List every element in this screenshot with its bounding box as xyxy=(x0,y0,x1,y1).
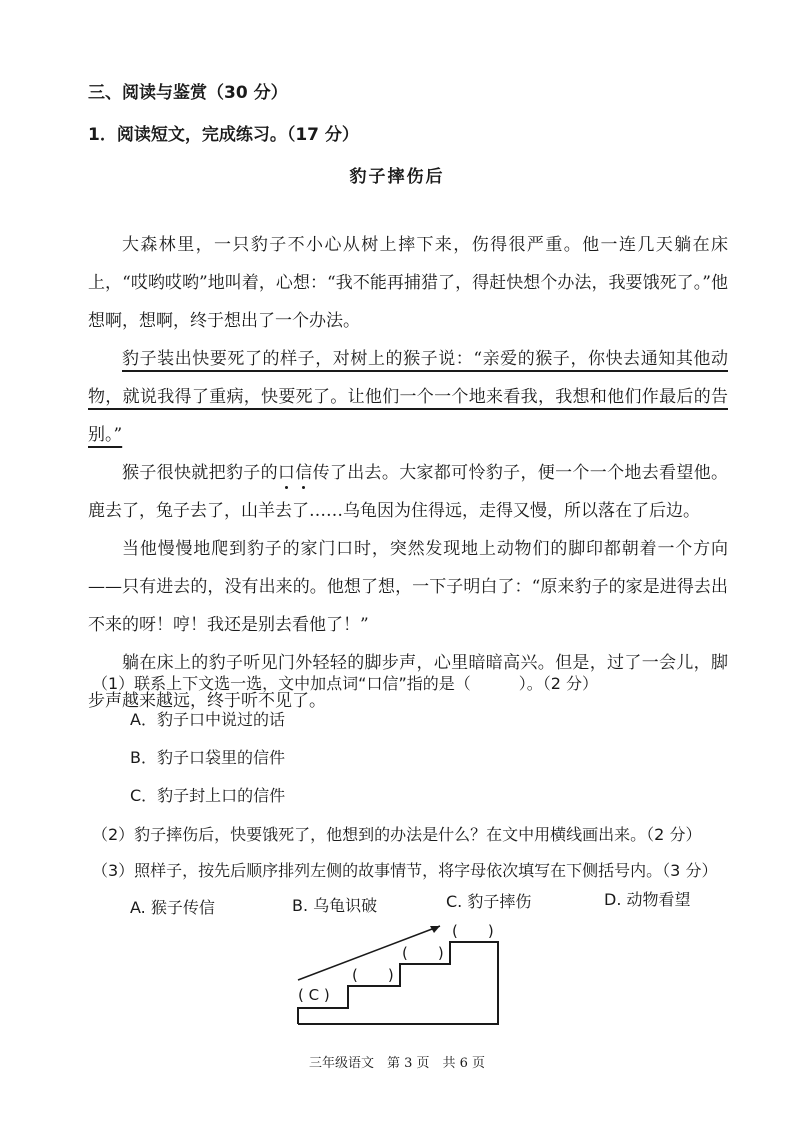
story-title: 豹子摔伤后 xyxy=(349,167,445,187)
p3-text-after: 传了出去。大家都可怜豹子，便一个一个地去看望他。鹿去了，兔子去了，山羊去了……乌龟因为住得远，走得又慢，所以落在了后边。 xyxy=(88,463,729,521)
sub-question-1: （1）联系上下文选一选，文中加点词“口信”指的是（ ）。（2 分） xyxy=(92,674,599,693)
sub-question-3: （3）照样子，按先后顺序排列左侧的故事情节，将字母依次填写在下侧括号内。（3 分） xyxy=(92,861,718,880)
p3-text-before: 猴子很快就把豹子的 xyxy=(122,463,278,483)
stair-box-2: ( ) xyxy=(352,966,394,984)
option-a: A．豹子口中说过的话 xyxy=(130,710,285,729)
option-c: C．豹子封上口的信件 xyxy=(130,786,286,805)
story-paragraph-3 xyxy=(88,454,728,530)
stair-box-1: ( C ) xyxy=(298,986,330,1004)
story-paragraph-1: 大森林里，一只豹子不小心从树上摔下来，伤得很严重。他一连几天躺在床上，“哎哟哎哟”地叫着，心想：“我不能再捕猎了，得赶快想个办法，我要饿死了。”他想啊，想啊，终于想出了一个办法。 xyxy=(88,235,728,331)
plot-option-b: B. 乌龟识破 xyxy=(292,896,378,915)
stair-box-4: ( ) xyxy=(452,922,494,940)
dotted-char-kou: 口 xyxy=(277,463,296,483)
section-title: 三、阅读与鉴赏（30 分） xyxy=(88,83,288,103)
option-b: B．豹子口袋里的信件 xyxy=(130,748,285,767)
page-footer: 三年级语文 第 3 页 共 6 页 xyxy=(308,1056,486,1071)
staircase-outline xyxy=(298,942,498,1024)
story-paragraph-5: 躺在床上的豹子听见门外轻轻的脚步声，心里暗暗高兴。但是，过了一会儿，脚步声越来越远，终于听不见了。 xyxy=(88,653,728,711)
story-body xyxy=(88,226,728,720)
story-paragraph-4: 当他慢慢地爬到豹子的家门口时，突然发现地上动物们的脚印都朝着一个方向——只有进去的，没有出来的。他想了想，一下子明白了：“原来豹子的家是进得去出不来的呀！哼！我还是别去看他了！” xyxy=(88,539,728,635)
dotted-char-xin: 信 xyxy=(295,463,313,483)
underlined-answer: 豹子装出快要死了的样子，对树上的猴子说：“亲爱的猴子，你快去通知其他动物，就说我得了重病，快要死了。让他们一个一个地来看我，我想和他们作最后的告别。” xyxy=(88,349,728,445)
stair-box-3: ( ) xyxy=(402,944,444,962)
question-1-title: 1．阅读短文，完成练习。（17 分） xyxy=(88,125,359,145)
plot-option-c: C. 豹子摔伤 xyxy=(446,892,532,911)
sub-question-2: （2）豹子摔伤后，快要饿死了，他想到的办法是什么？在文中用横线画出来。（2 分） xyxy=(92,825,702,844)
story-paragraph-2 xyxy=(88,340,728,454)
plot-option-a: A. 猴子传信 xyxy=(130,898,215,917)
plot-option-d: D. 动物看望 xyxy=(604,890,691,909)
